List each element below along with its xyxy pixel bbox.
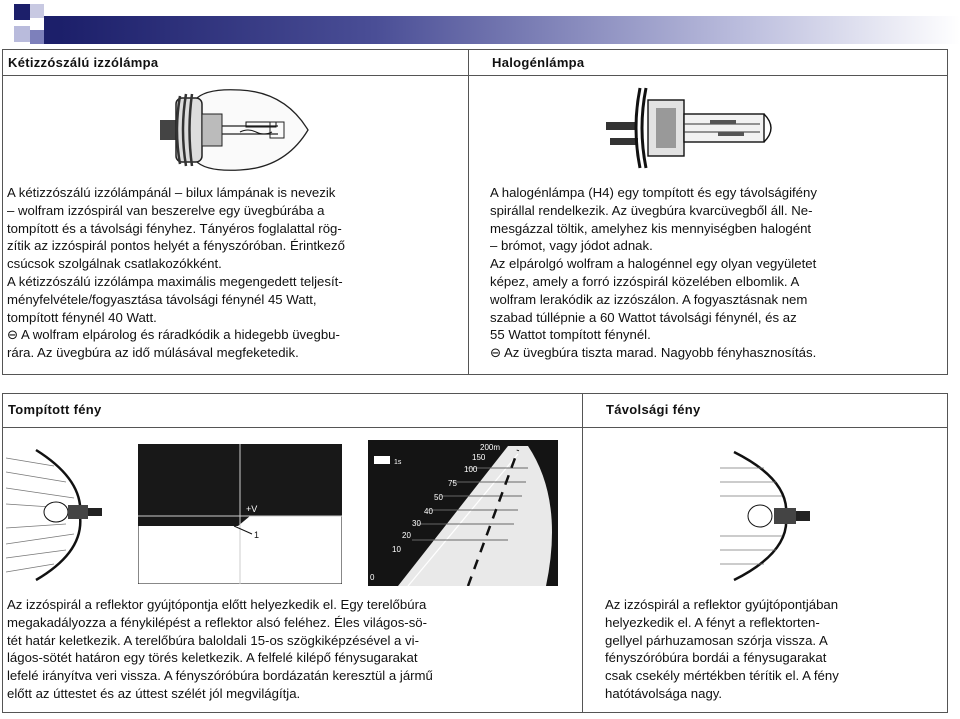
deco-square	[14, 26, 30, 42]
bottom-header-rule	[2, 427, 948, 428]
low-beam-reflector	[6, 446, 134, 584]
road-illumination-diagram	[368, 440, 558, 586]
high-beam-text: Az izzóspirál a reflektor gyújtópontjában helyezkedik el. A fényt a reflektorten- gellyel párhuzamosan szórja vissza. A fényszóróbúra bordái a fénysugarakat csak csekély mértékben térítik el. A fény hatótávolsága nagy.	[605, 597, 839, 701]
halogen-text: A halogénlámpa (H4) egy tompított és egy távolságifény spirállal rendelkezik. Az üvegbúra kvarcüvegből áll. Ne- mesgázzal töltik, amelyhez kis mennyiségben halogént – brómot, vagy jódot adnak. Az elpárolgó wolfram a halogénnel egy olyan vegyületet képez, amely a forró izzóspirál közelében elbomlik. A wolfram lerakódik az izzószálon. A fogyasztásnak nem szabad túllépnie a 60 Wattot távolsági fénynél, és az 55 Wattot tompított fénynél. ⊖ Az üvegbúra tiszta marad. Nagyobb fényhasznosítás.	[490, 185, 817, 361]
cutoff-diagram	[138, 444, 342, 584]
bilux-text: A kétizzószálú izzólámpánál – bilux lámpának is nevezik – wolfram izzóspirál van beszerelve egy üvegbúrába a tompított és a távolsági fényhez. Tányéros foglalattal rög- zítik az izzóspirál pontos helyét a fényszóróban. Érintkező csúcsok szolgálnak csatlakozókként. A kétizzószálú izzólámpa maximális megengedett teljesít- ményfelvétele/fogyasztása távolsági fénynél 45 Watt, tompított fénynél 40 Watt. ⊖ A wolfram elpárolog és ráradkódik a hidegebb üvegbu- rára. Az üvegbúra az idő múlásával megfeketedik.	[7, 185, 345, 361]
road-distance-label: 0	[370, 573, 375, 582]
deco-square	[14, 4, 30, 20]
top-header-rule	[2, 75, 948, 76]
deco-square	[44, 16, 60, 44]
road-distance-label: 30	[412, 519, 421, 528]
deco-square	[30, 30, 44, 44]
road-distance-label: 100	[464, 465, 478, 474]
cutoff-label-1: 1	[254, 530, 260, 540]
low-beam-title: Tompított fény	[8, 402, 102, 417]
road-distance-label: 150	[472, 453, 486, 462]
high-beam-reflector	[720, 450, 850, 584]
bilux-lamp-illustration	[150, 80, 325, 180]
title-bar-gradient	[60, 16, 960, 44]
deco-square	[30, 4, 44, 18]
road-distance-label: 40	[424, 507, 433, 516]
high-beam-title: Távolsági fény	[606, 402, 701, 417]
road-legend: 1s	[394, 459, 402, 466]
bilux-title: Kétizzószálú izzólámpa	[8, 55, 159, 70]
road-distance-label: 20	[402, 531, 411, 540]
bottom-divider	[582, 393, 583, 713]
cutoff-label-v: +V	[246, 504, 258, 514]
road-distance-label: 50	[434, 493, 443, 502]
halogen-title: Halogénlámpa	[492, 55, 585, 70]
road-distance-label: 200m	[480, 443, 501, 452]
road-distance-label: 10	[392, 545, 401, 554]
title-bar	[0, 0, 960, 46]
low-beam-text: Az izzóspirál a reflektor gyújtópontja előtt helyezkedik el. Egy terelőbúra megakadályozza a fénykilépést a reflektor alsó feléhez. Éles világos-sö- tét határ keletkezik. A terelőbúra baloldali 15-os szögkiképzésével a vi- lágos-sötét határon egy törés keletkezik. A felfelé kilépő fénysugarakat lefelé irányítva veri vissza. A fényszóróbúra bordázatán keresztül a jármű előtt az úttestet és az úttest szélét jól megvilágítja.	[7, 597, 433, 701]
road-distance-label: 75	[448, 479, 457, 488]
top-divider	[468, 49, 469, 375]
halogen-lamp-illustration	[600, 80, 790, 175]
